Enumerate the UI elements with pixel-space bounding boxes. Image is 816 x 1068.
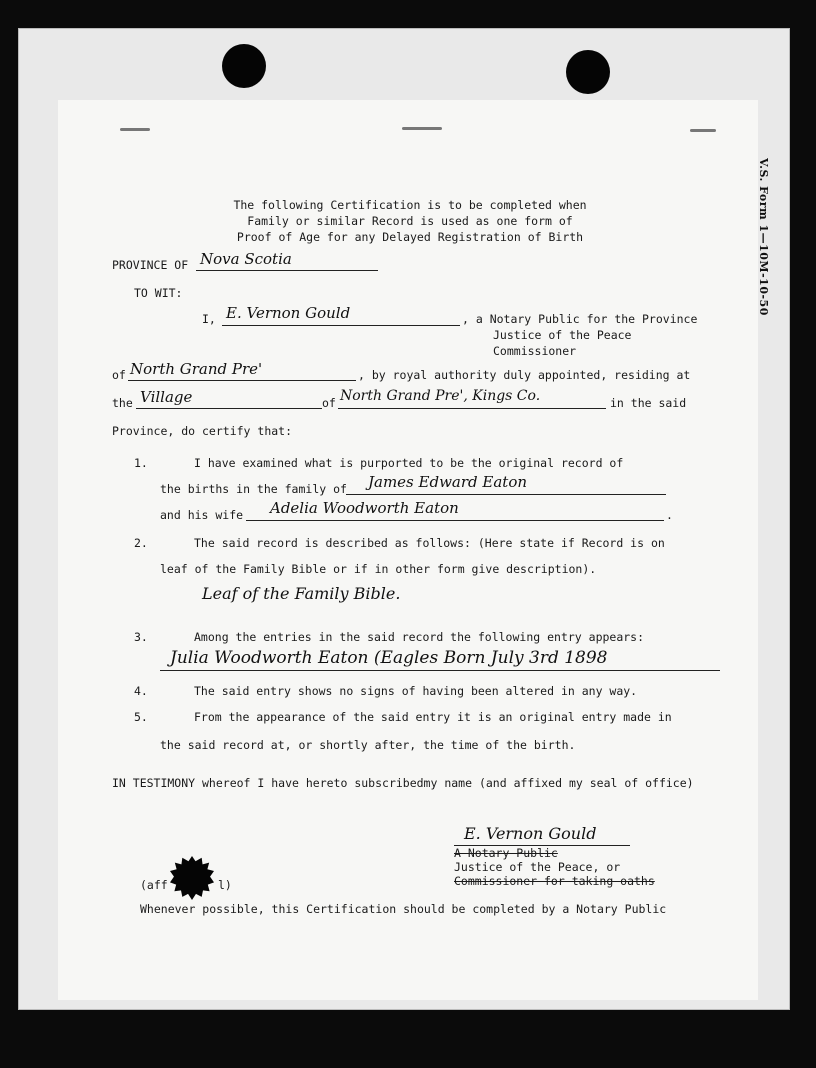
of2-underline bbox=[338, 408, 606, 409]
role-justice-of-peace: Justice of the Peace, or bbox=[454, 860, 621, 874]
the-label: the bbox=[112, 396, 133, 410]
item-5-text-1: From the appearance of the said entry it is an original entry made in bbox=[194, 710, 672, 724]
item-3-text: Among the entries in the said record the following entry appears: bbox=[194, 630, 645, 644]
seal-label-right: l) bbox=[218, 878, 232, 892]
header-line-2: Family or similar Record is used as one form of bbox=[247, 214, 573, 228]
family-name: James Edward Eaton bbox=[368, 473, 528, 491]
staple-mark bbox=[402, 127, 442, 130]
item-5-text-2: the said record at, or shortly after, the time of the birth. bbox=[160, 738, 576, 752]
declarant-role-line-1: , a Notary Public for the Province bbox=[462, 312, 698, 326]
province-label: PROVINCE OF bbox=[112, 258, 189, 272]
item-1-period: . bbox=[666, 508, 673, 522]
punch-hole-left bbox=[222, 44, 266, 88]
seal-label-left: (aff bbox=[140, 878, 168, 892]
testimony-text: IN TESTIMONY whereof I have hereto subscribedmy name (and affixed my seal of office) bbox=[112, 776, 694, 790]
signature: E. Vernon Gould bbox=[464, 824, 597, 843]
item-1-text-2: the births in the family of bbox=[160, 482, 347, 496]
residence-of-value: North Grand Pre' bbox=[130, 360, 263, 378]
item-4-text: The said entry shows no signs of having been altered in any way. bbox=[194, 684, 638, 698]
of-underline bbox=[128, 380, 356, 381]
staple-mark bbox=[120, 128, 150, 131]
the-underline bbox=[136, 408, 322, 409]
header-line-3: Proof of Age for any Delayed Registration of Birth bbox=[236, 230, 584, 244]
footer-note: Whenever possible, this Certification should be completed by a Notary Public bbox=[140, 902, 667, 916]
entry-underline bbox=[160, 670, 720, 671]
of2-label: of bbox=[322, 396, 336, 410]
item-4-number: 4. bbox=[134, 684, 148, 698]
item-2-text-1: The said record is described as follows: (Here state if Record is on bbox=[194, 536, 665, 550]
declarant-underline bbox=[222, 325, 460, 326]
authority-text: , by royal authority duly appointed, residing at bbox=[358, 368, 691, 382]
family-underline bbox=[346, 494, 666, 495]
wife-name: Adelia Woodworth Eaton bbox=[270, 499, 459, 517]
wife-underline bbox=[246, 520, 664, 521]
province-value: Nova Scotia bbox=[200, 250, 292, 268]
role-commissioner: Commissioner for taking oaths bbox=[454, 874, 655, 888]
item-1-text-1: I have examined what is purported to be the original record of bbox=[194, 456, 624, 470]
form-code: V.S. Form 1—10M-10-50 bbox=[757, 158, 770, 316]
residence-tail: in the said bbox=[610, 396, 687, 410]
item-1-number: 1. bbox=[134, 456, 148, 470]
residence-of2-value: North Grand Pre', Kings Co. bbox=[340, 388, 541, 404]
item-2-number: 2. bbox=[134, 536, 148, 550]
header-line-1: The following Certification is to be completed when bbox=[233, 198, 587, 212]
province-underline bbox=[196, 270, 378, 271]
item-1-text-3: and his wife bbox=[160, 508, 244, 522]
item-3-number: 3. bbox=[134, 630, 148, 644]
record-description: Leaf of the Family Bible. bbox=[202, 584, 401, 603]
declarant-name: E. Vernon Gould bbox=[226, 304, 351, 322]
declarant-prefix: I, bbox=[202, 312, 216, 326]
birth-entry: Julia Woodworth Eaton (Eagles Born July 3rd 1898 bbox=[170, 648, 608, 668]
declarant-role-line-2: Justice of the Peace bbox=[493, 328, 632, 342]
staple-mark bbox=[690, 129, 716, 132]
declarant-role-line-3: Commissioner bbox=[493, 344, 577, 358]
to-wit-label: TO WIT: bbox=[134, 286, 183, 300]
certify-text: Province, do certify that: bbox=[112, 424, 293, 438]
item-5-number: 5. bbox=[134, 710, 148, 724]
punch-hole-right bbox=[566, 50, 610, 94]
item-2-text-2: leaf of the Family Bible or if in other form give description). bbox=[160, 562, 597, 576]
role-notary-public: A Notary Public bbox=[454, 846, 558, 860]
residence-the-value: Village bbox=[140, 388, 193, 406]
of-label: of bbox=[112, 368, 126, 382]
